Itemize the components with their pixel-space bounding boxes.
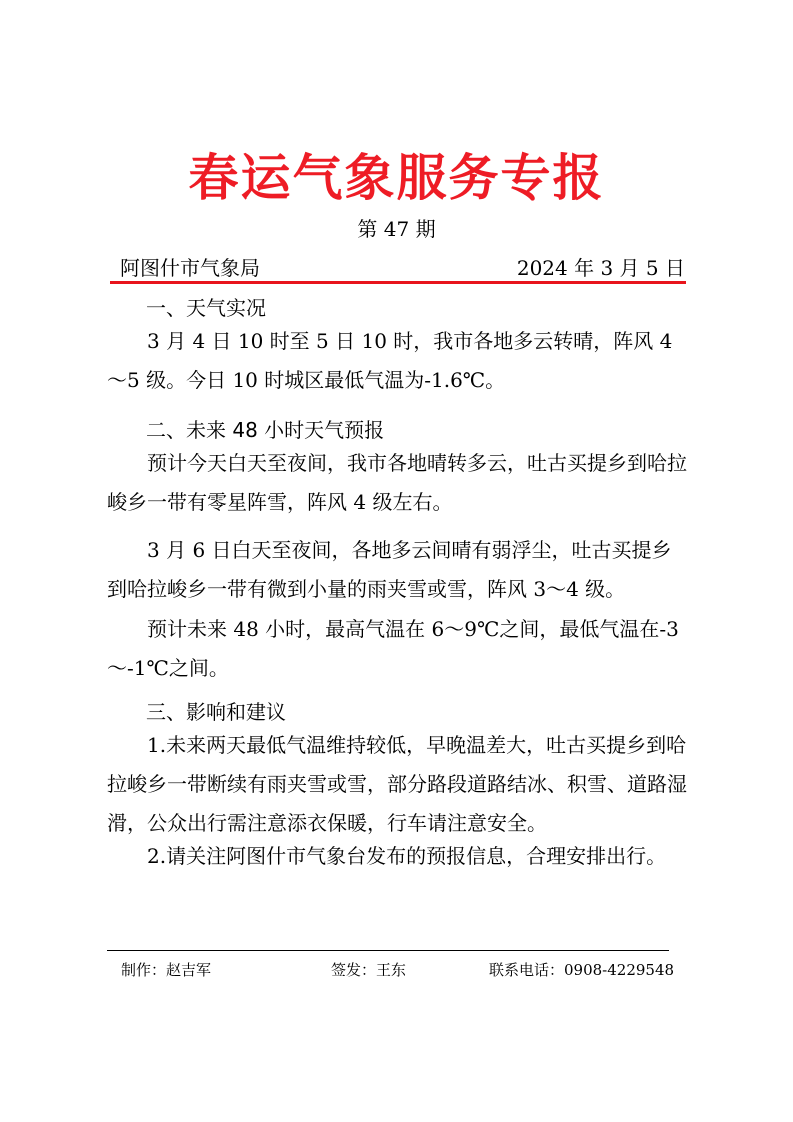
section-heading-forecast: 二、未来 48 小时天气预报 (146, 418, 385, 442)
advice-paragraph-2: 2.请关注阿图什市气象台发布的预报信息，合理安排出行。 (147, 844, 667, 868)
observation-paragraph: 3 月 4 日 10 时至 5 日 10 时，我市各地多云转晴，阵风 4～5 级。今日 10 时城区最低气温为-1.6℃。 (107, 329, 673, 392)
section-heading-advice: 三、影响和建议 (146, 700, 286, 724)
header-divider (110, 281, 686, 284)
section-heading-observation: 一、天气实况 (146, 296, 266, 320)
forecast-paragraph-march6: 3 月 6 日白天至夜间，各地多云间晴有弱浮尘，吐古买提乡到哈拉峻乡一带有微到小量的雨夹雪或雪，阵风 3～4 级。 (107, 538, 672, 601)
footer-signer: 签发：王东 (331, 961, 407, 979)
footer-producer: 制作：赵吉军 (121, 961, 212, 979)
footer-divider (107, 950, 669, 951)
issue-number: 第 47 期 (357, 217, 436, 241)
forecast-paragraph-today: 预计今天白天至夜间，我市各地晴转多云，吐古买提乡到哈拉峻乡一带有零星阵雪，阵风 4 级左右。 (107, 451, 687, 514)
forecast-paragraph-temperature: 预计未来 48 小时，最高气温在 6～9℃之间，最低气温在-3～-1℃之间。 (107, 617, 679, 680)
advice-paragraph-1: 1.未来两天最低气温维持较低，早晚温差大，吐古买提乡到哈拉峻乡一带断续有雨夹雪或雪，部分路段道路结冰、积雪、道路湿滑，公众出行需注意添衣保暖，行车请注意安全。 (107, 733, 687, 835)
issuing-agency: 阿图什市气象局 (120, 256, 260, 280)
issue-date: 2024 年 3 月 5 日 (516, 256, 685, 280)
footer-phone: 联系电话：0908-4229548 (489, 961, 675, 979)
report-title: 春运气象服务专报 (188, 149, 605, 207)
